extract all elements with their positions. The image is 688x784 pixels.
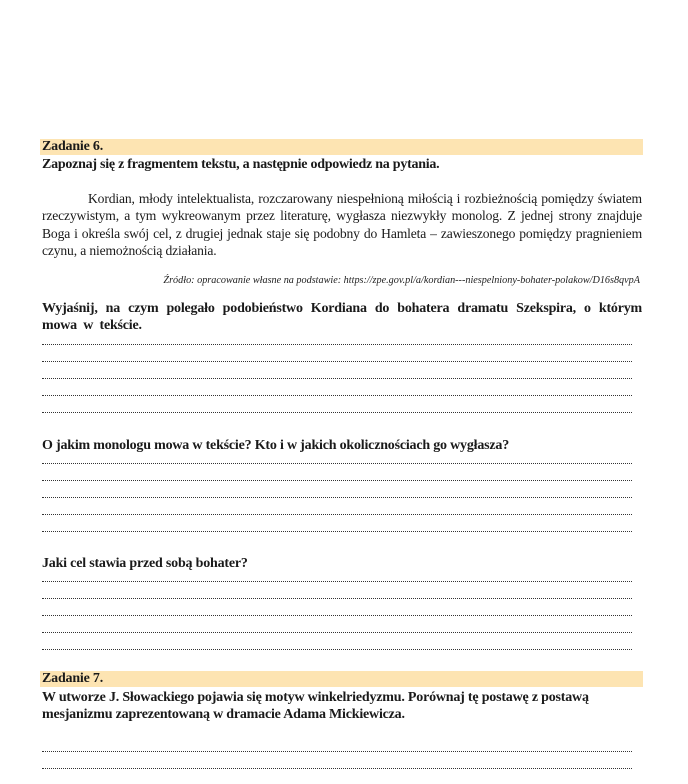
- task-6-instruction: Zapoznaj się z fragmentem tekstu, a następnie odpowiedz na pytania.: [42, 157, 440, 172]
- question-3: Jaki cel stawia przed sobą bohater?: [42, 556, 248, 571]
- passage-text: Kordian, młody intelektualista, rozczarowany niespełnioną miłością i rozbieżnością pomiędzy światem rzeczywistym, a tym wykreowanym przez literaturę, wygłasza niezwykły monolog. Z jednej strony znajduje Boga i określa swój cel, z drugiej jednak staje się podobny do Hamleta – zawieszonego pomiędzy pragnieniem czynu, a niemożnością działania.: [42, 191, 642, 258]
- answer-line-t7-2[interactable]: [42, 768, 632, 769]
- answer-line-q1-1[interactable]: [42, 344, 632, 345]
- answer-line-q2-5[interactable]: [42, 531, 632, 532]
- answer-line-q3-4[interactable]: [42, 632, 632, 633]
- answer-line-q1-5[interactable]: [42, 412, 632, 413]
- answer-line-q3-5[interactable]: [42, 649, 632, 650]
- source-citation: Źródło: opracowanie własne na podstawie: https://zpe.gov.pl/a/kordian---niespelniony-bohater-polakow/D16s8qvpA: [163, 275, 640, 286]
- task-7-instruction: W utworze J. Słowackiego pojawia się motyw winkelriedyzmu. Porównaj tę postawę z postawą mesjanizmu zaprezentowaną w dramacie Adama Mickiewicza.: [42, 690, 589, 722]
- answer-line-q2-4[interactable]: [42, 514, 632, 515]
- answer-line-q3-2[interactable]: [42, 598, 632, 599]
- task-6-title: Zadanie 6.: [42, 139, 104, 154]
- answer-line-t7-1[interactable]: [42, 751, 632, 752]
- answer-line-q1-4[interactable]: [42, 395, 632, 396]
- answer-line-q2-1[interactable]: [42, 463, 632, 464]
- question-1: Wyjaśnij, na czym polegało podobieństwo Kordiana do bohatera dramatu Szekspira, o którym mowa w tekście.: [42, 301, 642, 333]
- question-2: O jakim monologu mowa w tekście? Kto i w jakich okolicznościach go wygłasza?: [42, 438, 510, 453]
- answer-line-q3-3[interactable]: [42, 615, 632, 616]
- answer-line-q1-3[interactable]: [42, 378, 632, 379]
- task-6-passage: [42, 190, 642, 259]
- answer-line-q2-3[interactable]: [42, 497, 632, 498]
- answer-line-q3-1[interactable]: [42, 581, 632, 582]
- answer-line-q1-2[interactable]: [42, 361, 632, 362]
- task-6-header-bar: [40, 139, 643, 155]
- task-7-title: Zadanie 7.: [42, 671, 104, 686]
- task-7-header-bar: [40, 671, 643, 687]
- answer-line-q2-2[interactable]: [42, 480, 632, 481]
